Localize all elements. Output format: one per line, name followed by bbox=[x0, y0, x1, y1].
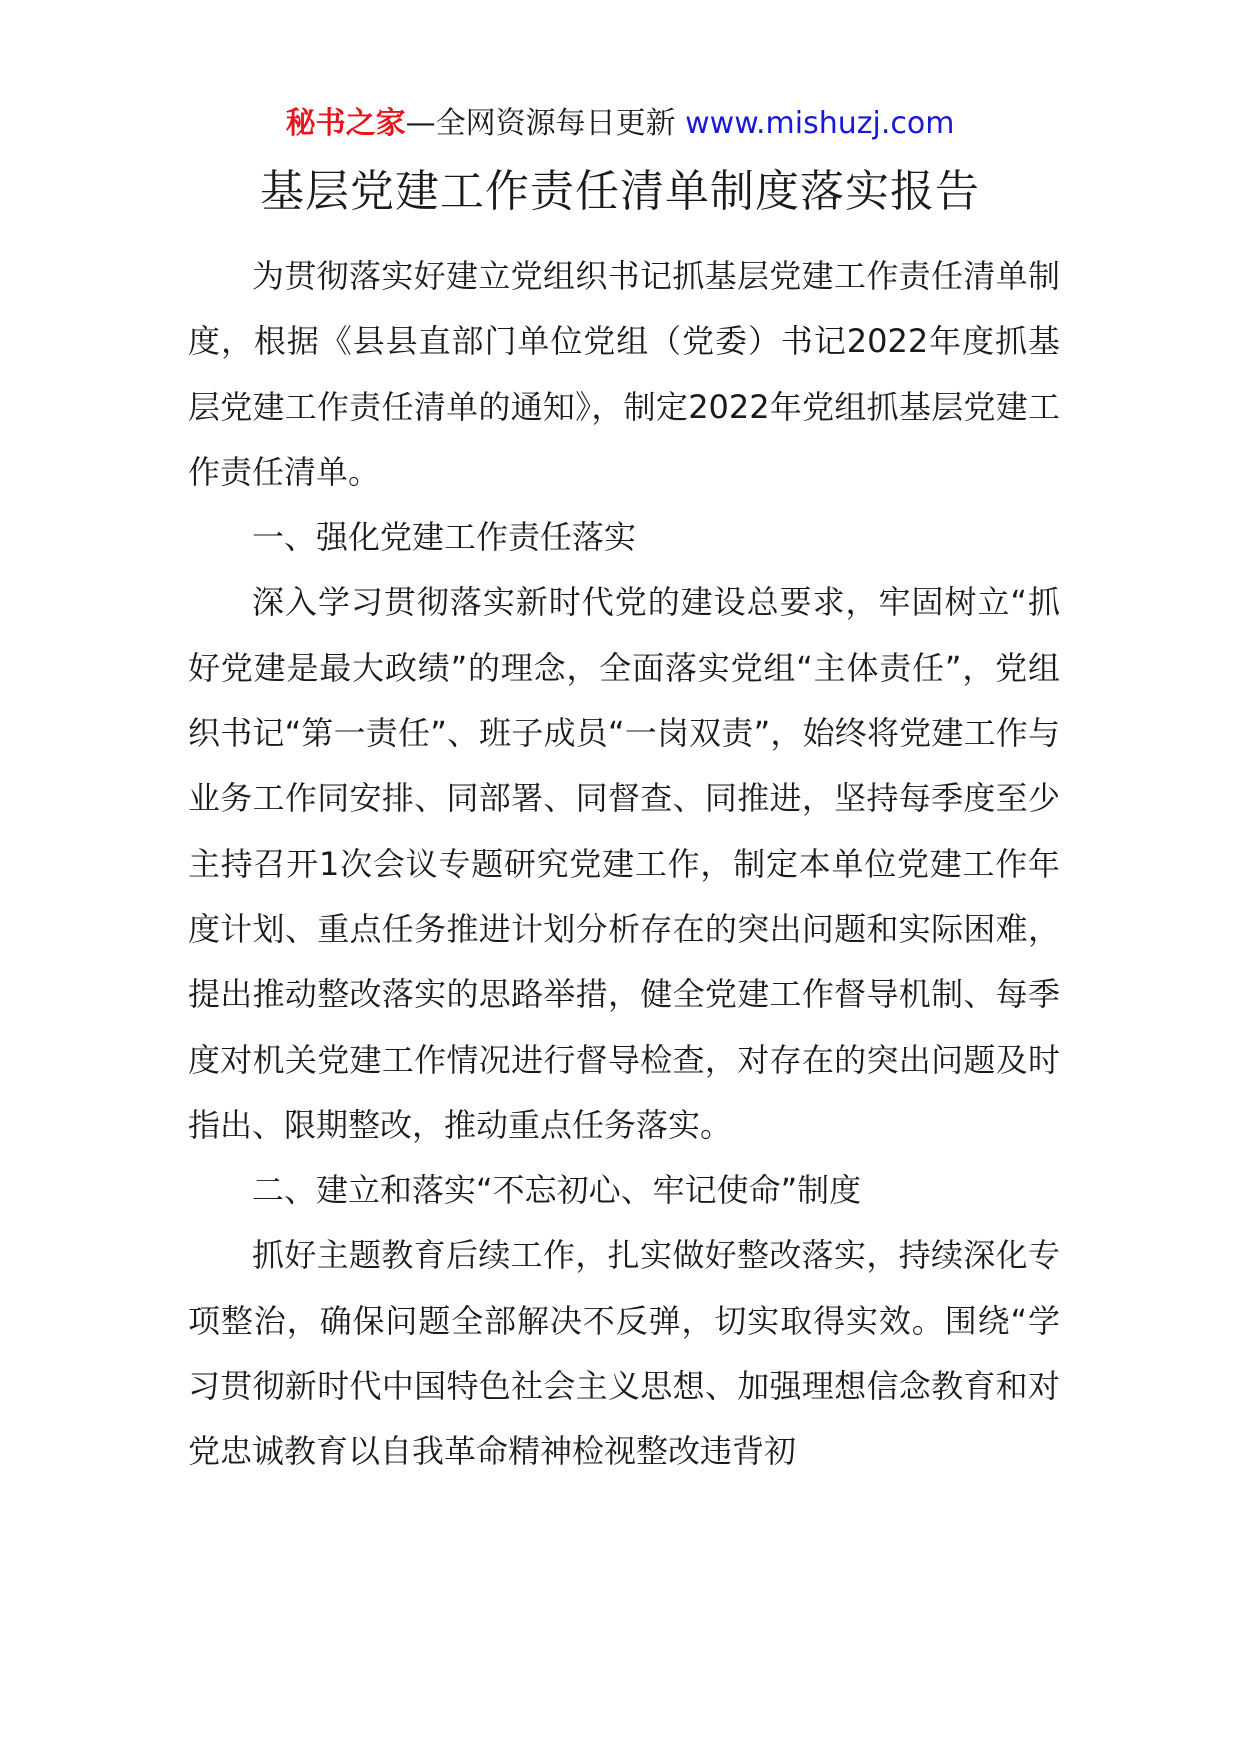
paragraph-section-1: 深入学习贯彻落实新时代党的建设总要求，牢固树立“抓好党建是最大政绩”的理念，全面落实党组“主体责任”，党组织书记“第一责任”、班子成员“一岗双责”，始终将党建工作与业务工作同安排、同部署、同督查、同推进，坚持每季度至少主持召开1次会议专题研究党建工作，制定本单位党建工作年度计划、重点任务推进计划分析存在的突出问题和实际困难，提出推动整改落实的思路举措，健全党建工作督导机制、每季度对机关党建工作情况进行督导检查，对存在的突出问题及时指出、限期整改，推动重点任务落实。 bbox=[188, 583, 1060, 1144]
paragraph-intro: 为贯彻落实好建立党组织书记抓基层党建工作责任清单制度，根据《县县直部门单位党组（党委）书记2022年度抓基层党建工作责任清单的通知》，制定2022年党组抓基层党建工作责任清单。 bbox=[188, 257, 1060, 491]
paragraph-section-2: 抓好主题教育后续工作，扎实做好整改落实，持续深化专项整治，确保问题全部解决不反弹，切实取得实效。围绕“学习贯彻新时代中国特色社会主义思想、加强理想信念教育和对党忠诚教育以自我革命精神检视整改违背初 bbox=[188, 1236, 1060, 1471]
section-heading-2: 二、建立和落实“不忘初心、牢记使命”制度 bbox=[252, 1171, 862, 1210]
section-heading-1: 一、强化党建工作责任落实 bbox=[252, 518, 637, 557]
brand-name: 秘书之家 bbox=[285, 106, 406, 141]
site-link[interactable]: www.mishuzj.com bbox=[685, 106, 955, 141]
document-body bbox=[188, 244, 1060, 1485]
site-banner bbox=[0, 100, 1240, 148]
banner-tagline: —全网资源每日更新 bbox=[405, 106, 676, 141]
document-title: 基层党建工作责任清单制度落实报告 bbox=[260, 166, 980, 217]
